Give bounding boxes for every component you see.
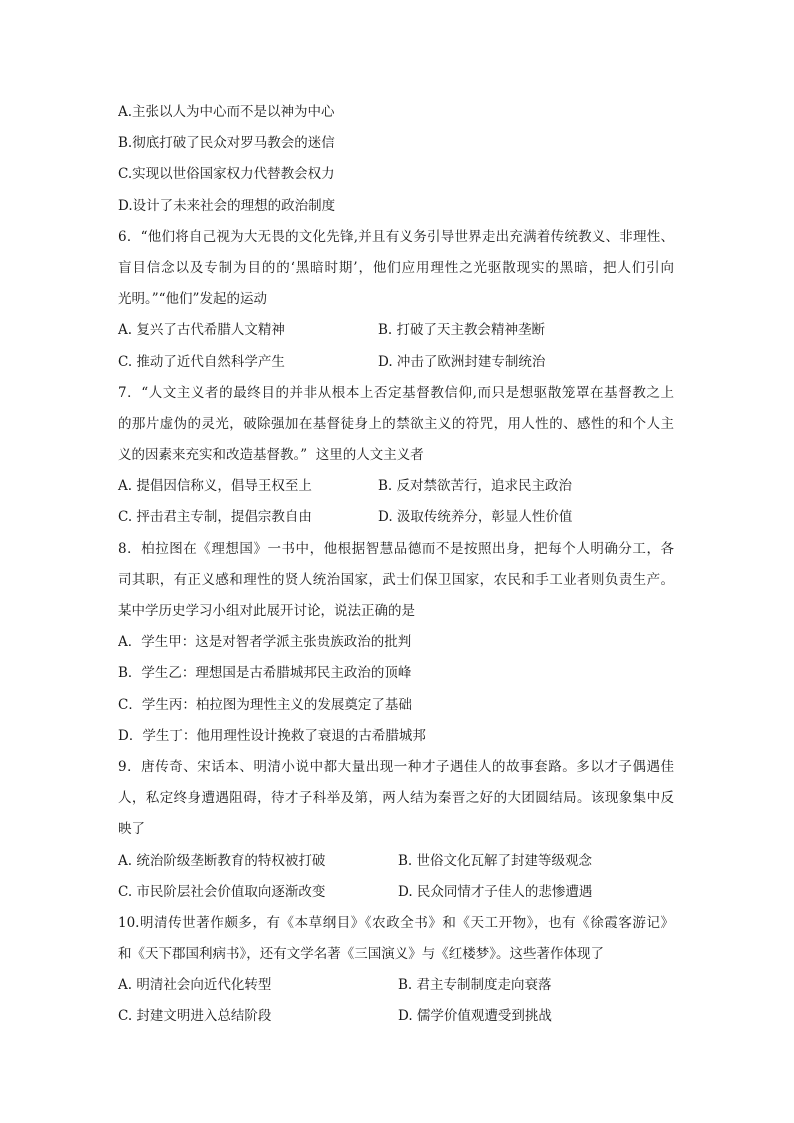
- question-9: [118, 752, 674, 908]
- question-stem-line: 10.明清传世著作颇多，有《本草纲目》《农政全书》和《天工开物》，也有《徐霞客游记》: [118, 914, 674, 931]
- options-row: [118, 502, 674, 533]
- question-stem-line: 9．唐传奇、宋话本、明清小说中都大量出现一种才子遇佳人的故事套路。多以才子偶遇佳: [118, 758, 674, 775]
- option-c: C. 推动了近代自然科学产生: [118, 353, 285, 370]
- question-stem-line: 义的因素来充实和改造基督教。” 这里的人文主义者: [118, 447, 424, 464]
- option-d: D. 汲取传统养分，彰显人性价值: [378, 509, 573, 526]
- page-content: [118, 97, 674, 1033]
- question-stem-line: 人，私定终身遭遇阻碍，待才子科举及第，两人结为秦晋之好的大团圆结局。该现象集中反: [118, 790, 674, 807]
- question-stem-line: 盲目信念以及专制为目的的‘黑暗时期’，他们应用理性之光驱散现实的黑暗，把人们引向: [118, 259, 674, 276]
- option-c: C．学生丙：柏拉图为理性主义的发展奠定了基础: [118, 696, 412, 713]
- option-c: C. 抨击君主专制，提倡宗教自由: [118, 509, 312, 526]
- question-stem-line: 6．“他们将自己视为大无畏的文化先锋,并且有义务引导世界走出充满着传统教义、非理性、: [118, 228, 674, 245]
- question-stem-line: 7．“人文主义者的最终目的并非从根本上否定基督教信仰,而只是想驱散笼罩在基督教之上: [118, 384, 674, 401]
- options-row: [118, 970, 674, 1001]
- option-a: A. 明清社会向近代化转型: [118, 977, 272, 994]
- question-stem-line: 光明。”“他们”发起的运动: [118, 291, 267, 308]
- question-stem-line: 某中学历史学习小组对此展开讨论，说法正确的是: [118, 603, 415, 619]
- option-d: D.设计了未来社会的理想的政治制度: [118, 197, 336, 214]
- option-c: C. 封建文明进入总结阶段: [118, 1008, 272, 1025]
- option-c: C.实现以世俗国家权力代替教会权力: [118, 166, 335, 183]
- option-a: A. 复兴了古代希腊人文精神: [118, 322, 285, 339]
- options-row: [118, 315, 674, 346]
- option-c: C. 市民阶层社会价值取向逐渐改变: [118, 883, 326, 900]
- option-a: A. 统治阶级垄断教育的特权被打破: [118, 852, 326, 869]
- options-row: [118, 846, 674, 877]
- option-b: B. 世俗文化瓦解了封建等级观念: [398, 852, 593, 869]
- options-row: [118, 877, 674, 908]
- option-b: B. 打破了天主教会精神垄断: [378, 322, 546, 339]
- options-row: [118, 1001, 674, 1032]
- option-a: A．学生甲：这是对智者学派主张贵族政治的批判: [118, 634, 412, 651]
- question-7: [118, 378, 674, 534]
- question-10: [118, 908, 674, 1033]
- previous-question-options: [118, 97, 674, 222]
- question-stem-line: 司其职，有正义感和理性的贤人统治国家，武士们保卫国家，农民和手工业者则负责生产。: [118, 571, 674, 588]
- question-8: [118, 534, 674, 752]
- option-a: A.主张以人为中心而不是以神为中心: [118, 104, 335, 120]
- option-b: B. 反对禁欲苦行，追求民主政治: [378, 478, 573, 495]
- option-a: A. 提倡因信称义，倡导王权至上: [118, 478, 312, 495]
- options-row: [118, 347, 674, 378]
- option-d: D．学生丁：他用理性设计挽救了衰退的古希腊城邦: [118, 727, 426, 744]
- option-b: B. 君主专制制度走向衰落: [398, 977, 552, 994]
- question-stem-line: 和《天下郡国利病书》，还有文学名著《三国演义》与《红楼梦》。这些著作体现了: [118, 946, 604, 963]
- option-d: D. 冲击了欧洲封建专制统治: [378, 353, 546, 370]
- options-row: [118, 471, 674, 502]
- question-6: [118, 222, 674, 378]
- option-b: B．学生乙：理想国是古希腊城邦民主政治的顶峰: [118, 665, 412, 682]
- option-d: D. 民众同情才子佳人的悲惨遭遇: [398, 883, 593, 900]
- question-stem-line: 8．柏拉图在《理想国》一书中，他根据智慧品德而不是按照出身，把每个人明确分工，各: [118, 540, 674, 557]
- option-b: B.彻底打破了民众对罗马教会的迷信: [118, 135, 335, 152]
- option-d: D. 儒学价值观遭受到挑战: [398, 1008, 552, 1025]
- question-stem-line: 的那片虚伪的灵光，破除强加在基督徒身上的禁欲主义的符咒，用人性的、感性的和个人主: [118, 415, 674, 432]
- question-stem-line: 映了: [118, 821, 145, 838]
